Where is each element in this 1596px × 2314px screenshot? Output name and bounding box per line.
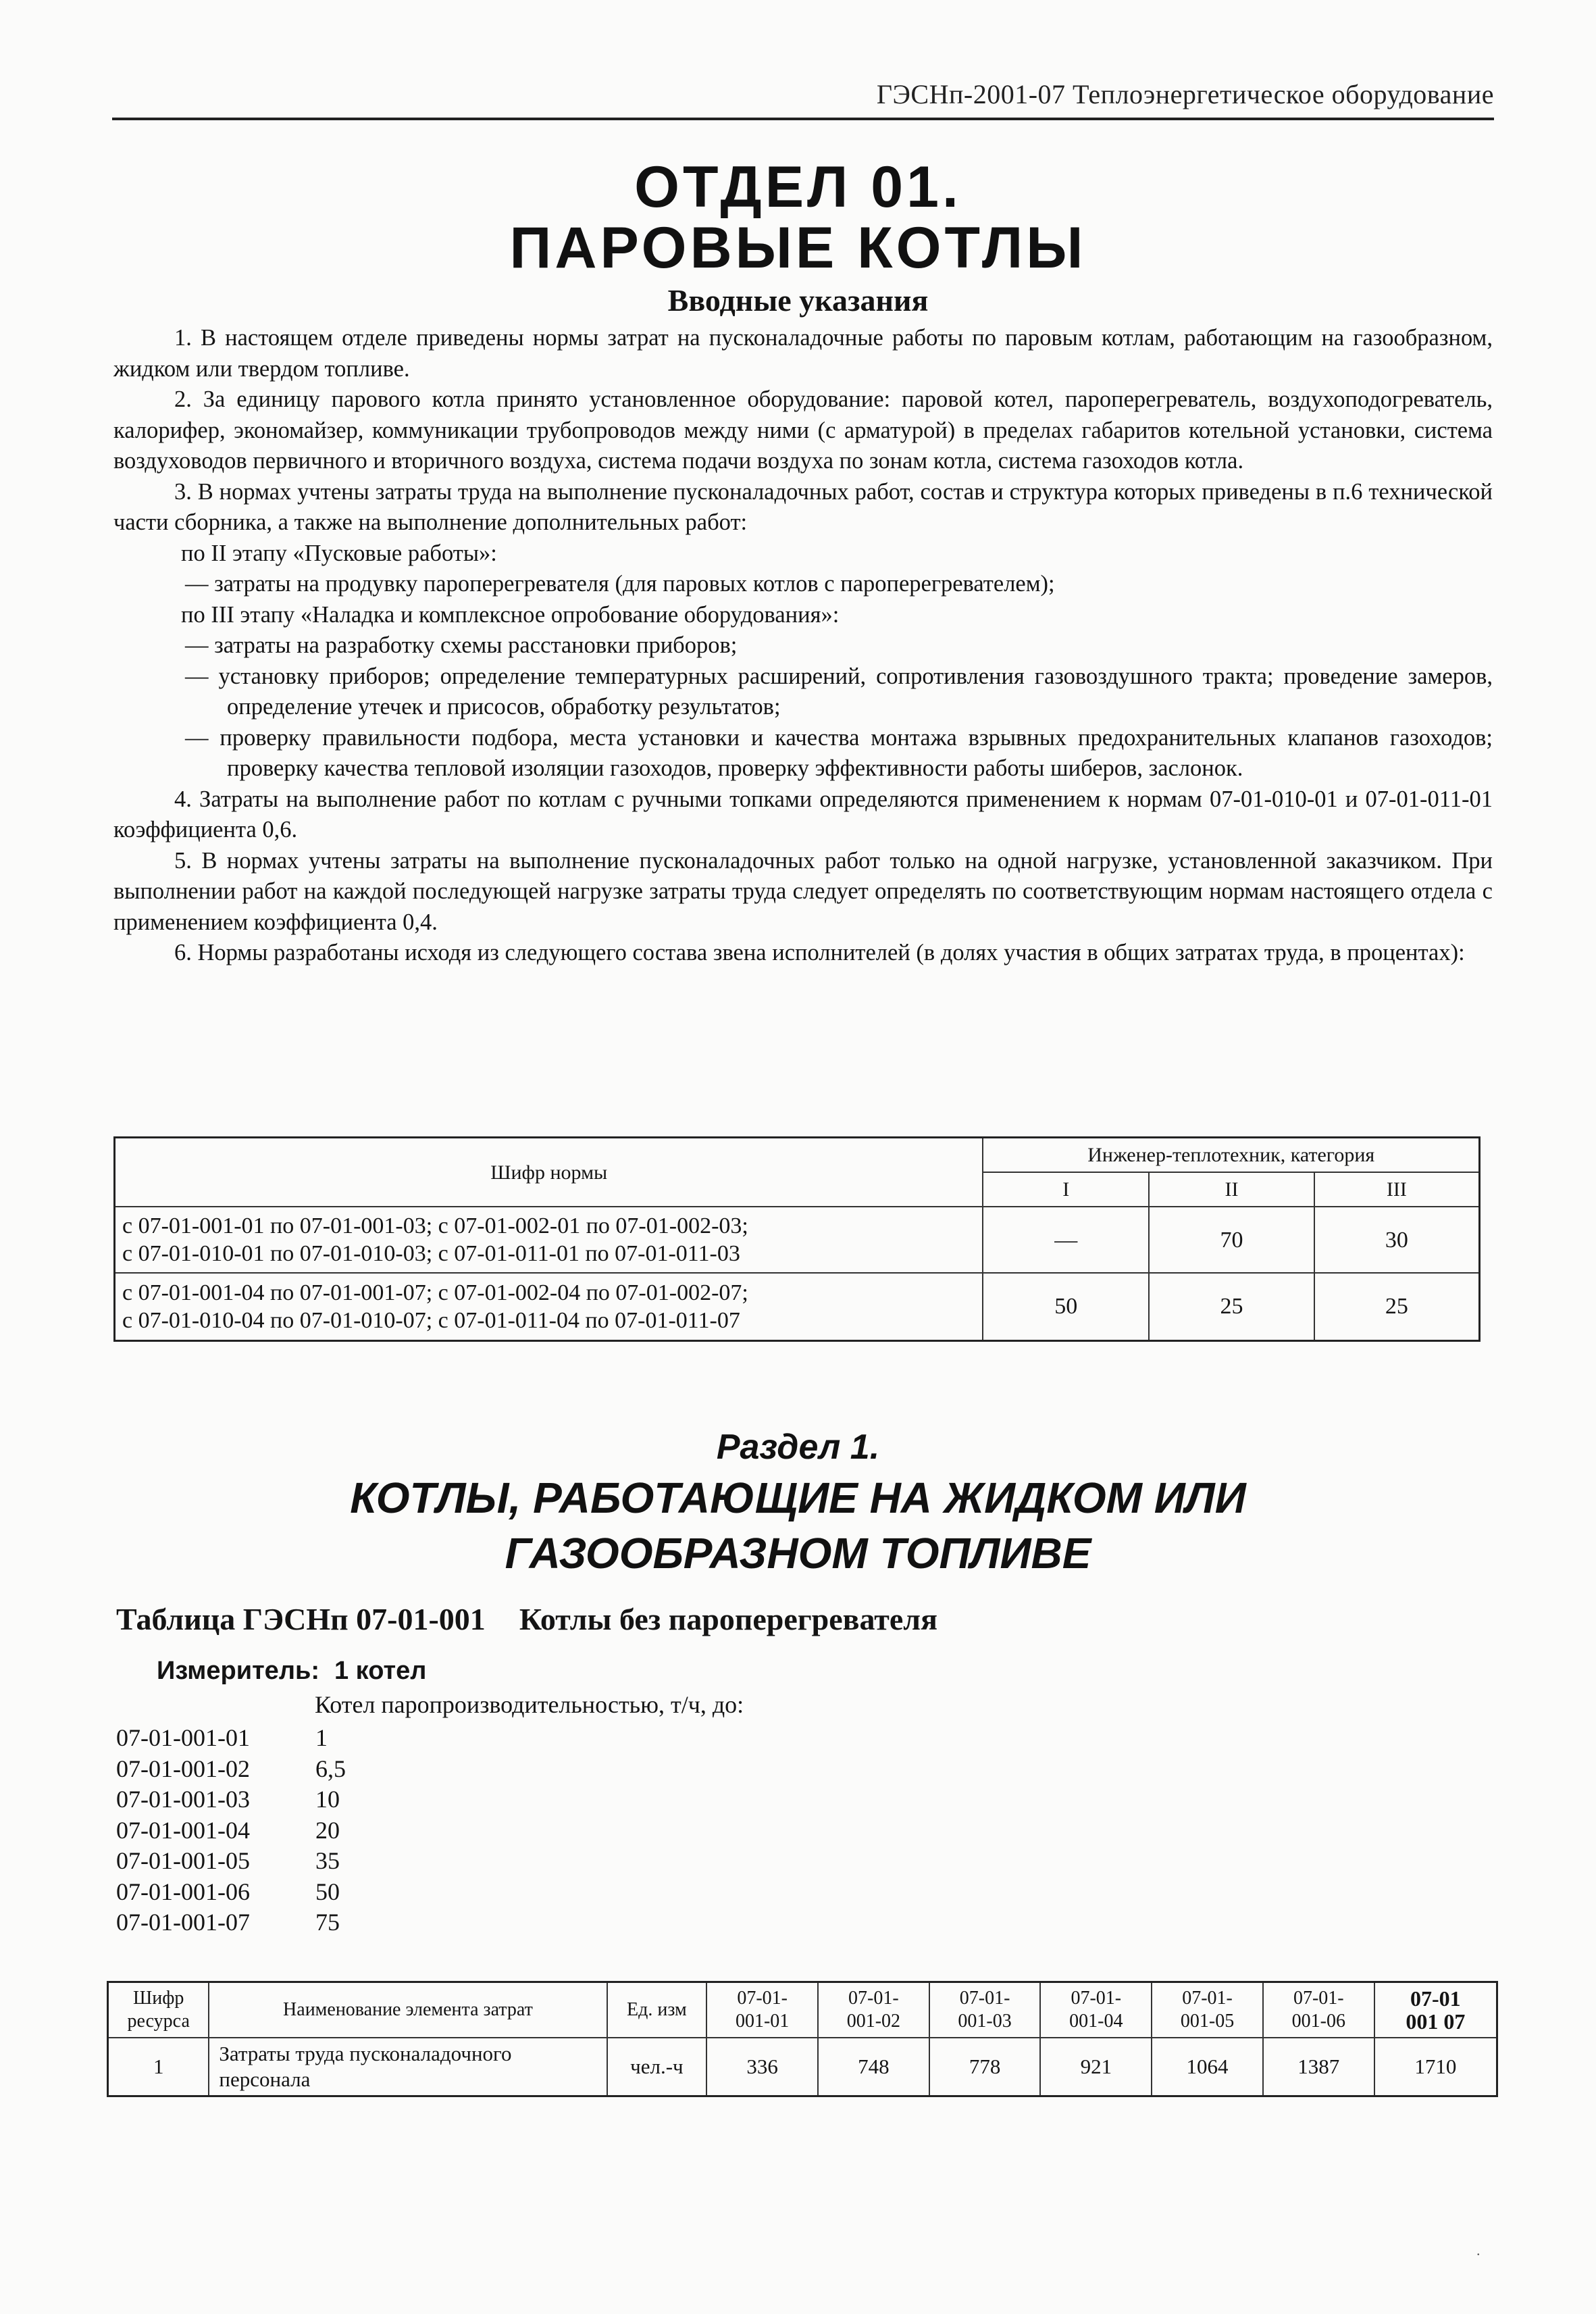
- table-cell-value: 748: [818, 2038, 929, 2096]
- header-text: Шифр: [133, 1987, 184, 2009]
- table-cell-value: 70: [1149, 1207, 1314, 1273]
- stage-3-item: — затраты на разработку схемы расстановки приборов;: [185, 632, 738, 658]
- table-caption: [116, 1601, 937, 1637]
- column-header-category: I: [983, 1172, 1149, 1207]
- header-text: 07-01: [1410, 1986, 1461, 2011]
- table-cell-resource-code: 1: [108, 2038, 209, 2096]
- code-range-line: с 07-01-001-04 по 07-01-001-07; с 07-01-002-04 по 07-01-002-07;: [122, 1280, 748, 1305]
- rate-capacity: 1: [315, 1724, 328, 1751]
- code-range-line: с 07-01-001-01 по 07-01-001-03; с 07-01-002-01 по 07-01-002-03;: [122, 1213, 748, 1238]
- intro-text: [113, 323, 1493, 969]
- rate-capacity: 75: [315, 1909, 340, 1936]
- intro-paragraph-3: 3. В нормах учтены затраты труда на выполнение пусконаладочных работ, состав и структура которых приведены в п.6 технической части сборника, а также на выполнение дополнительных работ:: [113, 478, 1493, 535]
- rate-code: 07-01-001-06: [116, 1878, 250, 1905]
- scan-speck: .: [1476, 2242, 1481, 2259]
- column-header-rate: [1040, 1982, 1152, 2038]
- header-text: ресурса: [127, 2010, 190, 2032]
- rate-capacity: 35: [315, 1847, 340, 1874]
- rate-code: 07-01-001-05: [116, 1847, 250, 1874]
- column-header-rate: [706, 1982, 818, 2038]
- list-item: [116, 1754, 346, 1785]
- stage-2-label: по II этапу «Пусковые работы»:: [181, 540, 497, 566]
- column-header-rate: [818, 1982, 929, 2038]
- intro-paragraph-6: 6. Нормы разработаны исходя из следующего состава звена исполнителей (в долях участия в общих затратах труда, в процентах):: [174, 940, 1465, 965]
- table-cell-value: 1064: [1152, 2038, 1263, 2096]
- column-header-code: Шифр нормы: [115, 1138, 983, 1207]
- section-label: Раздел 1.: [716, 1428, 880, 1467]
- rate-code: 07-01-001-03: [116, 1786, 250, 1813]
- rate-capacity: 50: [315, 1878, 340, 1905]
- header-text: 07-01-: [1071, 1987, 1122, 2009]
- rate-capacity: 6,5: [315, 1755, 346, 1782]
- running-title: ГЭСНп-2001-07 Теплоэнергетическое оборудование: [876, 79, 1494, 109]
- table-cell-value: 1710: [1374, 2038, 1497, 2096]
- table-cell-value: 1387: [1263, 2038, 1374, 2096]
- list-item: [116, 1784, 346, 1815]
- table-cell-value: 25: [1149, 1273, 1314, 1340]
- column-header-rate: [1263, 1982, 1374, 2038]
- column-header-resource-code: [108, 1982, 209, 2038]
- rate-code: 07-01-001-07: [116, 1909, 250, 1936]
- intro-paragraph-2: 2. За единицу парового котла принято установленное оборудование: паровой котел, пароперегреватель, воздухоподогреватель, калорифер, экономайзер, коммуникации трубопроводов между ними (с арматурой) в пределах габаритов котельной установки, система воздуховодов первичного и вторичного воздуха, система подачи воздуха по зонам котла, система газоходов котла.: [113, 386, 1493, 474]
- header-text: 07-01-: [1182, 1987, 1233, 2009]
- stage-2-item: — затраты на продувку пароперегревателя (для паровых котлов с пароперегревателем);: [185, 571, 1055, 597]
- section-title-line-2: ГАЗООБРАЗНОМ ТОПЛИВЕ: [505, 1529, 1091, 1578]
- table-cell-value: 921: [1040, 2038, 1152, 2096]
- intro-paragraph-4: 4. Затраты на выполнение работ по котлам с ручными топками определяются применением к нормам 07-01-010-01 и 07-01-011-01 коэффициента 0,6.: [113, 786, 1493, 842]
- rate-list: [116, 1723, 346, 1938]
- list-item: [116, 1815, 346, 1846]
- measure-label: Измеритель:: [157, 1657, 319, 1685]
- cost-element-line: Затраты труда пусконаладочного: [219, 2041, 512, 2065]
- table-cell-unit: чел.-ч: [607, 2038, 707, 2096]
- table-cell-value: —: [983, 1207, 1149, 1273]
- header-text: 07-01-: [737, 1987, 788, 2009]
- measure-value: 1 котел: [334, 1657, 427, 1685]
- crew-composition-table: [113, 1136, 1481, 1342]
- table-cell-code: [115, 1207, 983, 1273]
- column-header-category: III: [1314, 1172, 1480, 1207]
- cost-element-line: персонала: [219, 2067, 311, 2091]
- intro-heading: Вводные указания: [667, 283, 929, 318]
- header-text: 001-05: [1180, 2010, 1235, 2032]
- stage-3-item: — проверку правильности подбора, места установки и качества монтажа взрывных предохранительных клапанов газоходов; проверку качества тепловой изоляции газоходов, проверку эффективности работы шиберов, заслонок.: [185, 724, 1493, 781]
- header-text: 07-01-: [959, 1987, 1010, 2009]
- department-subtitle: ПАРОВЫЕ КОТЛЫ: [509, 216, 1087, 280]
- stage-3-item: — установку приборов; определение температурных расширений, сопротивления газовоздушного тракта; проведение замеров, определение утечек и присосов, обработку результатов;: [185, 663, 1493, 720]
- table-cell-value: 30: [1314, 1207, 1480, 1273]
- rate-code: 07-01-001-01: [116, 1724, 250, 1751]
- table-row: [108, 2038, 1497, 2096]
- header-text: 001-01: [735, 2010, 790, 2032]
- section-title-line-1: КОТЛЫ, РАБОТАЮЩИЕ НА ЖИДКОМ ИЛИ: [350, 1474, 1246, 1522]
- header-text: 001-03: [958, 2010, 1012, 2032]
- column-header-rate: [1152, 1982, 1263, 2038]
- list-item: [116, 1846, 346, 1877]
- list-item: [116, 1723, 346, 1754]
- table-cell-value: 25: [1314, 1273, 1480, 1340]
- list-item: [116, 1907, 346, 1938]
- table-name: Котлы без пароперегревателя: [519, 1602, 937, 1636]
- table-id: Таблица ГЭСНп 07-01-001: [116, 1602, 486, 1636]
- rate-code: 07-01-001-02: [116, 1755, 250, 1782]
- rate-capacity: 10: [315, 1786, 340, 1813]
- column-header-cost-element: Наименование элемента затрат: [209, 1982, 607, 2038]
- list-item: [116, 1877, 346, 1908]
- code-range-line: с 07-01-010-01 по 07-01-010-03; с 07-01-011-01 по 07-01-011-03: [122, 1241, 740, 1266]
- page-header: [112, 73, 1494, 120]
- column-header-category: II: [1149, 1172, 1314, 1207]
- rate-capacity: 20: [315, 1816, 340, 1844]
- header-text: 07-01-: [1293, 1987, 1344, 2009]
- header-text: 001 07: [1406, 2009, 1466, 2034]
- table-cell-value: 778: [929, 2038, 1041, 2096]
- table-cell-cost-element: [209, 2038, 607, 2096]
- rate-code: 07-01-001-04: [116, 1816, 250, 1844]
- header-text: 001-06: [1291, 2010, 1345, 2032]
- intro-paragraph-1: 1. В настоящем отделе приведены нормы затрат на пусконаладочные работы по паровым котлам, работающим на газообразном, жидком или твердом топливе.: [113, 325, 1493, 382]
- header-text: 07-01-: [848, 1987, 899, 2009]
- column-header-rate: [1374, 1982, 1497, 2038]
- column-header-rate: [929, 1982, 1041, 2038]
- intro-paragraph-5: 5. В нормах учтены затраты на выполнение пусконаладочных работ только на одной нагрузке, установленной заказчиком. При выполнении работ на каждой последующей нагрузке затраты труда следует определять по соответствующим нормам настоящего отдела с применением коэффициента 0,4.: [113, 847, 1493, 935]
- capacity-label: Котел паропроизводительностью, т/ч, до:: [315, 1691, 744, 1718]
- header-text: 001-02: [846, 2010, 901, 2032]
- code-range-line: с 07-01-010-04 по 07-01-010-07; с 07-01-011-04 по 07-01-011-07: [122, 1307, 740, 1333]
- header-text: 001-04: [1069, 2010, 1123, 2032]
- table-cell-value: 50: [983, 1273, 1149, 1340]
- column-header-unit: Ед. изм: [607, 1982, 707, 2038]
- resource-cost-table: [107, 1981, 1498, 2097]
- table-cell-code: [115, 1273, 983, 1340]
- column-header-engineer: Инженер-теплотехник, категория: [983, 1138, 1479, 1173]
- stage-3-label: по III этапу «Наладка и комплексное опробование оборудования»:: [181, 601, 840, 628]
- department-title: ОТДЕЛ 01.: [634, 155, 962, 220]
- table-cell-value: 336: [706, 2038, 818, 2096]
- unit-of-measure: [157, 1657, 426, 1686]
